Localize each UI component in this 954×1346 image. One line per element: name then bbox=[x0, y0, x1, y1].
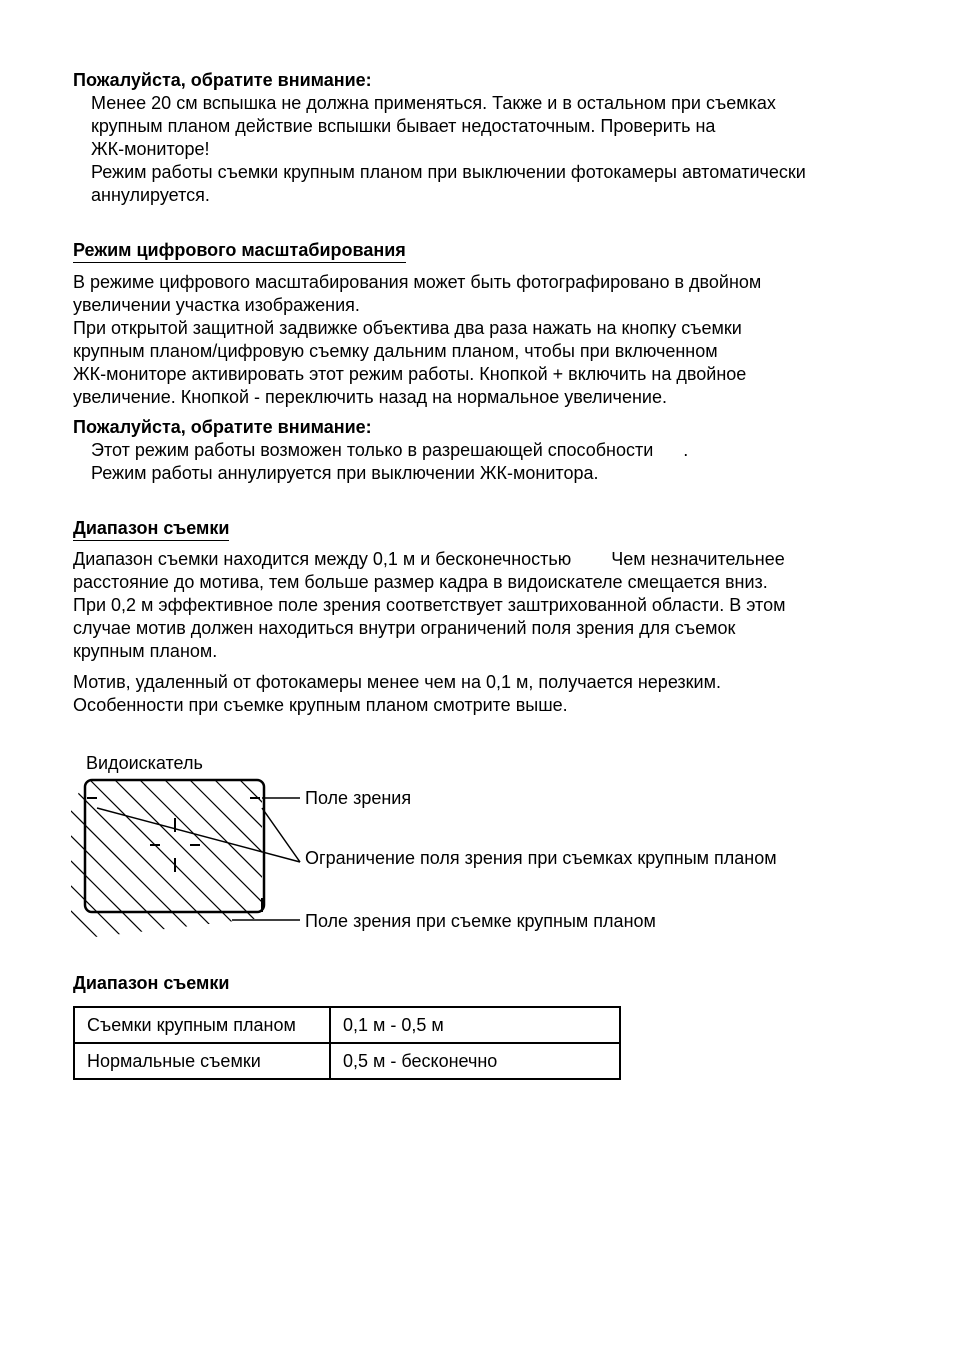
digital-zoom-heading: Режим цифрового масштабирования bbox=[73, 240, 406, 263]
shooting-range-line: случае мотив должен находиться внутри ограничений поля зрения для съемок bbox=[73, 618, 736, 638]
note-1-line: Режим работы съемки крупным планом при выключении фотокамеры автоматически bbox=[91, 162, 806, 182]
note-1-line: аннулируется. bbox=[91, 185, 210, 205]
note-1-title: Пожалуйста, обратите внимание: bbox=[73, 70, 372, 90]
shooting-range-line: При 0,2 м эффективное поле зрения соответствует заштрихованной области. В этом bbox=[73, 595, 786, 615]
note-2-line: Режим работы аннулируется при выключении ЖК-монитора. bbox=[91, 463, 599, 483]
table-row bbox=[74, 1007, 620, 1043]
shooting-range-heading: Диапазон съемки bbox=[73, 518, 229, 541]
table-row bbox=[74, 1043, 620, 1079]
closeup-field-label: Поле зрения при съемке крупным планом bbox=[305, 911, 656, 931]
table-cell: Съемки крупным планом bbox=[74, 1007, 330, 1043]
digital-zoom-line: увеличение. Кнопкой - переключить назад на нормальное увеличение. bbox=[73, 387, 667, 407]
note-1-line: крупным планом действие вспышки бывает недостаточным. Проверить на bbox=[91, 116, 716, 136]
digital-zoom-line: ЖК-мониторе активировать этот режим работы. Кнопкой + включить на двойное bbox=[73, 364, 747, 384]
shooting-range-line: расстояние до мотива, тем больше размер кадра в видоискателе смещается вниз. bbox=[73, 572, 768, 592]
digital-zoom-line: крупным планом/цифровую съемку дальним планом, чтобы при включенном bbox=[73, 341, 718, 361]
range-table bbox=[73, 1006, 621, 1080]
leader-lines bbox=[97, 798, 300, 920]
shooting-range-line: Мотив, удаленный от фотокамеры менее чем на 0,1 м, получается нерезким. bbox=[73, 672, 721, 692]
note-2-title: Пожалуйста, обратите внимание: bbox=[73, 417, 372, 437]
shooting-range-line: крупным планом. bbox=[73, 641, 218, 661]
note-1-line: ЖК-мониторе! bbox=[91, 139, 210, 159]
shooting-range-line: Диапазон съемки находится между 0,1 м и бесконечностью Чем незначительнее bbox=[73, 549, 785, 569]
digital-zoom-line: При открытой защитной задвижке объектива два раза нажать на кнопку съемки bbox=[73, 318, 742, 338]
shooting-range-line: Особенности при съемке крупным планом смотрите выше. bbox=[73, 695, 568, 715]
range-table-title: Диапазон съемки bbox=[73, 973, 230, 993]
note-1-line: Менее 20 см вспышка не должна применяться. Также и в остальном при съемках bbox=[91, 93, 776, 113]
digital-zoom-line: увеличении участка изображения. bbox=[73, 295, 360, 315]
closeup-limits-label: Ограничение поля зрения при съемках крупным планом bbox=[305, 848, 777, 868]
field-of-view-label: Поле зрения bbox=[305, 788, 412, 808]
digital-zoom-line: В режиме цифрового масштабирования может быть фотографировано в двойном bbox=[73, 272, 762, 292]
table-cell: 0,5 м - бесконечно bbox=[330, 1043, 620, 1079]
note-2-line: Этот режим работы возможен только в разрешающей способности . bbox=[91, 440, 689, 460]
table-cell: Нормальные съемки bbox=[74, 1043, 330, 1079]
viewfinder-title: Видоискатель bbox=[86, 753, 203, 773]
table-cell: 0,1 м - 0,5 м bbox=[330, 1007, 620, 1043]
